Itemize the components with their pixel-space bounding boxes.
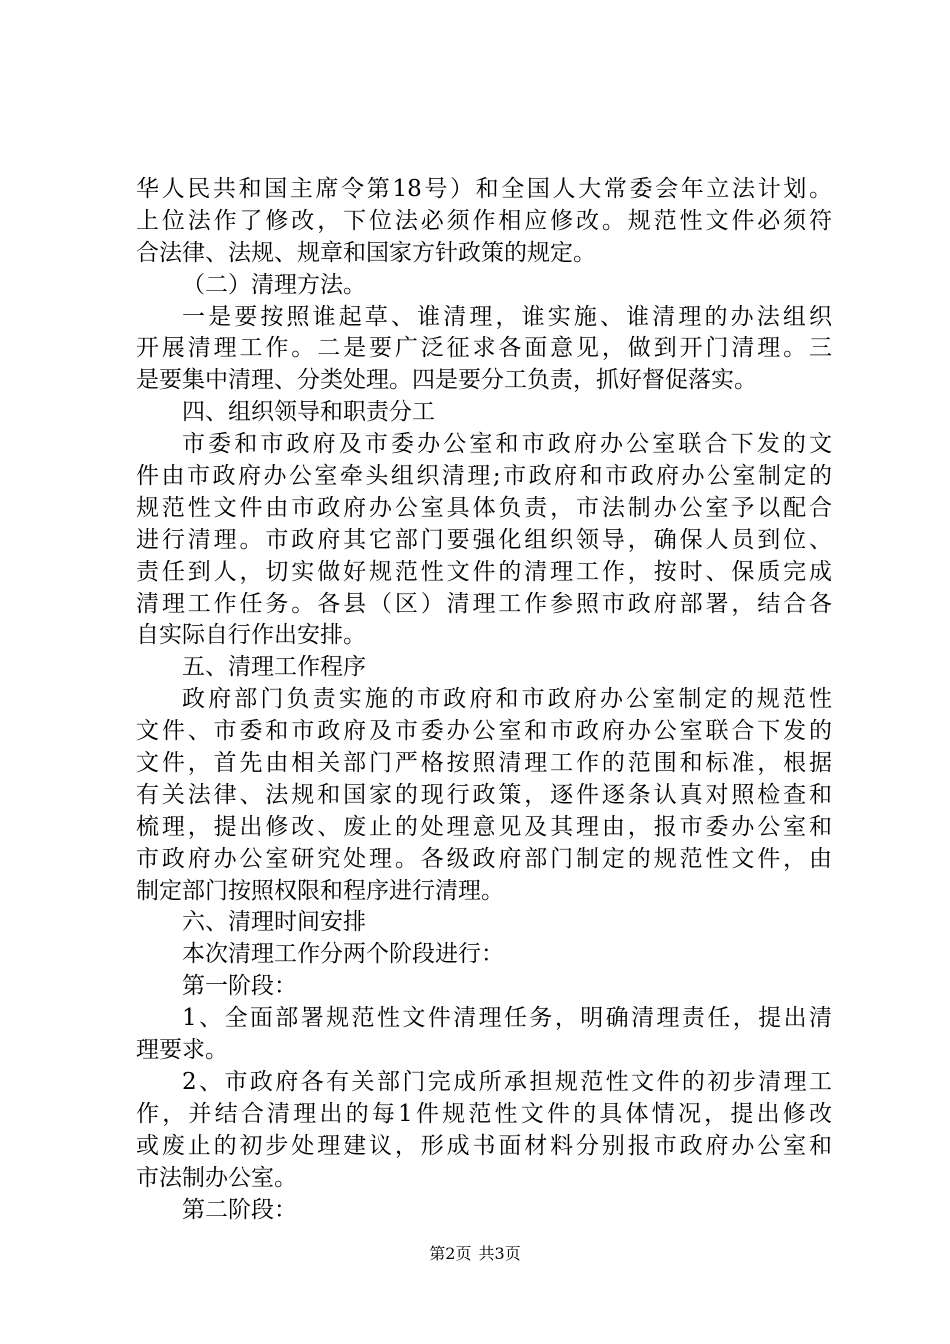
text-line: 是要集中清理、分类处理。四是要分工负责，抓好督促落实。 <box>136 367 757 394</box>
text-line: 1、全面部署规范性文件清理任务，明确清理责任，提出清 <box>182 1005 832 1032</box>
text-line: 市法制办公室。 <box>136 1164 297 1191</box>
page-number: 第2页 <box>429 1244 472 1263</box>
text-line: 合法律、法规、规章和国家方针政策的规定。 <box>136 239 596 266</box>
text-line: 本次清理工作分两个阶段进行： <box>182 941 504 968</box>
text-line: 一是要按照谁起草、谁清理，谁实施、谁清理的办法组织 <box>182 303 832 330</box>
text-line: 2、市政府各有关部门完成所承担规范性文件的初步清理工 <box>182 1068 832 1095</box>
text-line: 六、清理时间安排 <box>182 909 366 936</box>
text-line: 上位法作了修改，下位法必须作相应修改。规范性文件必须符 <box>136 207 832 234</box>
text-line: 市委和市政府及市委办公室和市政府办公室联合下发的文 <box>182 431 832 458</box>
text-line: 件由市政府办公室牵头组织清理;市政府和市政府办公室制定的 <box>136 463 832 490</box>
text-line: 政府部门负责实施的市政府和市政府办公室制定的规范性 <box>182 686 832 713</box>
text-line: 第一阶段： <box>182 973 297 1000</box>
text-line: 五、清理工作程序 <box>182 654 366 681</box>
text-line: 四、组织领导和职责分工 <box>182 399 435 426</box>
text-line: 进行清理。市政府其它部门要强化组织领导，确保人员到位、 <box>136 526 832 553</box>
text-line: 作，并结合清理出的每1件规范性文件的具体情况，提出修改 <box>136 1100 832 1127</box>
document-body <box>136 174 832 1226</box>
text-line: 有关法律、法规和国家的现行政策，逐件逐条认真对照检查和 <box>136 781 832 808</box>
text-line: 市政府办公室研究处理。各级政府部门制定的规范性文件，由 <box>136 845 832 872</box>
text-line: 华人民共和国主席令第18号）和全国人大常委会年立法计划。 <box>136 176 832 202</box>
text-line: （二）清理方法。 <box>182 271 366 298</box>
text-line: 责任到人，切实做好规范性文件的清理工作，按时、保质完成 <box>136 558 832 585</box>
text-line: 规范性文件由市政府办公室具体负责，市法制办公室予以配合 <box>136 494 832 521</box>
page-total: 共3页 <box>478 1244 521 1263</box>
text-line: 清理工作任务。各县（区）清理工作参照市政府部署，结合各 <box>136 590 832 617</box>
page-footer <box>0 1244 950 1264</box>
text-line: 理要求。 <box>136 1037 228 1064</box>
text-line: 文件，首先由相关部门严格按照清理工作的范围和标准，根据 <box>136 750 832 777</box>
text-line: 第二阶段： <box>182 1196 297 1223</box>
text-line: 自实际自行作出安排。 <box>136 622 366 649</box>
text-line: 或废止的初步处理建议，形成书面材料分别报市政府办公室和 <box>136 1132 832 1159</box>
text-line: 制定部门按照权限和程序进行清理。 <box>136 877 504 904</box>
text-line: 文件、市委和市政府及市委办公室和市政府办公室联合下发的 <box>136 718 832 745</box>
text-line: 梳理，提出修改、废止的处理意见及其理由，报市委办公室和 <box>136 813 832 840</box>
text-line: 开展清理工作。二是要广泛征求各面意见，做到开门清理。三 <box>136 335 832 362</box>
